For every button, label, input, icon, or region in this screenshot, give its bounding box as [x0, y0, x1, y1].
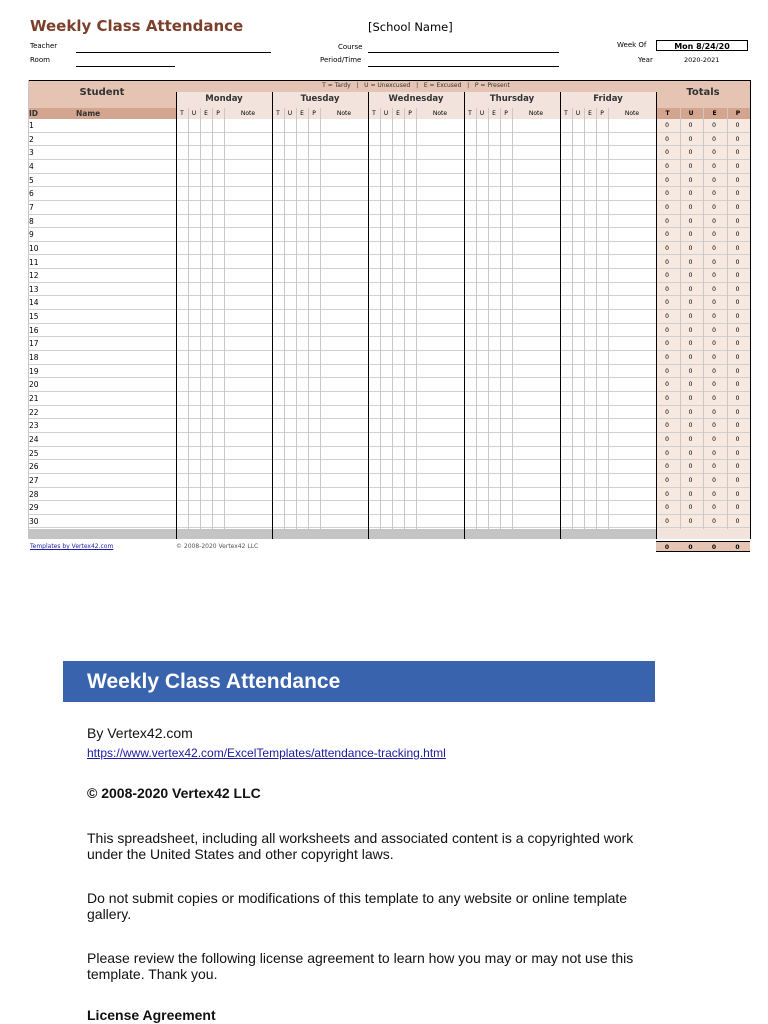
row-total-t: 0 — [665, 176, 669, 184]
row-id: 25 — [29, 448, 39, 458]
table-row[interactable] — [28, 133, 750, 147]
id-name-header — [28, 108, 176, 119]
row-total-t: 0 — [665, 367, 669, 375]
row-total-p: 0 — [735, 135, 740, 143]
row-total-u: 0 — [688, 244, 693, 252]
day-label: Friday — [593, 94, 623, 104]
day-label: Tuesday — [300, 94, 340, 104]
table-row[interactable] — [28, 269, 750, 283]
subcol-p: P — [212, 108, 224, 119]
row-total-e: 0 — [712, 190, 716, 198]
subcol-e: E — [200, 108, 212, 119]
grid-vline — [176, 92, 177, 539]
row-total-p: 0 — [735, 449, 740, 457]
grid-vline — [404, 108, 405, 529]
row-id: 24 — [29, 434, 39, 444]
grid-vline — [416, 108, 417, 529]
row-total-t: 0 — [665, 395, 669, 402]
subcol-t: T — [272, 108, 284, 119]
table-row[interactable] — [28, 119, 750, 133]
subcol-t: T — [368, 108, 380, 119]
row-id: 4 — [29, 161, 34, 171]
subcol-e: E — [392, 108, 404, 119]
row-total-u: 0 — [688, 449, 693, 457]
row-total-e: 0 — [712, 258, 716, 266]
row-total-t: 0 — [665, 449, 669, 457]
row-total-p: 0 — [735, 422, 740, 430]
row-total-e: 0 — [712, 176, 716, 184]
row-id: 6 — [29, 189, 34, 199]
total-col-e: E — [712, 110, 717, 117]
period-label: Period/Time — [320, 56, 362, 64]
row-total-e: 0 — [712, 135, 716, 143]
grid-vline — [284, 108, 285, 529]
subcol-u: U — [380, 108, 392, 119]
row-id: 2 — [29, 134, 34, 144]
grid-vline — [596, 108, 597, 529]
row-id: 8 — [29, 216, 34, 226]
subcol-e: E — [488, 108, 500, 119]
row-total-e: 0 — [712, 408, 716, 416]
day-label: Wednesday — [388, 94, 444, 104]
row-total-p: 0 — [735, 313, 740, 321]
school-name[interactable]: [School Name] — [368, 20, 453, 34]
row-total-e: 0 — [712, 313, 716, 321]
table-row[interactable] — [28, 296, 750, 310]
row-total-u: 0 — [688, 476, 693, 484]
row-total-p: 0 — [735, 435, 740, 443]
teacher-label: Teacher — [30, 42, 58, 50]
row-id: 7 — [29, 202, 34, 212]
grid-bottom-row — [28, 529, 656, 539]
row-id: 20 — [29, 380, 39, 390]
template-url-link[interactable]: https://www.vertex42.com/ExcelTemplates/attendance-tracking.html — [87, 746, 446, 760]
table-row[interactable] — [28, 351, 750, 365]
row-id: 26 — [29, 462, 39, 472]
row-id: 12 — [29, 271, 39, 281]
grid-vline — [680, 108, 681, 529]
row-total-t: 0 — [665, 272, 669, 280]
row-id: 19 — [29, 366, 39, 376]
table-row[interactable] — [28, 433, 750, 447]
grid-vline — [560, 92, 561, 539]
row-total-t: 0 — [665, 203, 669, 211]
row-total-p: 0 — [735, 203, 740, 211]
grid-vline — [500, 108, 501, 529]
row-total-e: 0 — [712, 244, 716, 252]
row-total-p: 0 — [735, 176, 740, 184]
row-total-t: 0 — [665, 517, 669, 525]
row-total-e: 0 — [712, 203, 716, 211]
row-total-e: 0 — [712, 490, 716, 498]
table-row[interactable] — [28, 460, 750, 474]
subcol-e: E — [584, 108, 596, 119]
row-total-e: 0 — [712, 285, 716, 293]
grid-vline — [572, 108, 573, 529]
row-total-t: 0 — [665, 135, 669, 143]
row-total-p: 0 — [735, 354, 740, 362]
grand-total-e: 0 — [711, 544, 717, 551]
table-row[interactable] — [28, 228, 750, 242]
row-total-t: 0 — [665, 408, 669, 416]
year-value[interactable]: 2020-2021 — [684, 56, 720, 64]
subcol-u: U — [284, 108, 296, 119]
info-paragraph-2: Do not submit copies or modifications of this template to any website or online template gallery. — [87, 890, 628, 922]
row-total-u: 0 — [688, 395, 693, 402]
row-total-e: 0 — [712, 422, 716, 430]
row-total-t: 0 — [665, 504, 669, 512]
by-line: By Vertex42.com — [87, 725, 193, 741]
row-total-e: 0 — [712, 367, 716, 375]
table-row[interactable] — [28, 488, 750, 502]
row-id: 29 — [29, 503, 39, 513]
row-total-u: 0 — [688, 299, 693, 307]
name-header: Name — [76, 109, 101, 118]
row-total-e: 0 — [712, 162, 716, 170]
subcol-note: Note — [320, 108, 368, 119]
row-total-t: 0 — [665, 122, 669, 129]
row-total-u: 0 — [688, 162, 693, 170]
grid-vline — [727, 108, 728, 529]
subcol-u: U — [476, 108, 488, 119]
sheet-title: Weekly Class Attendance — [30, 17, 244, 35]
row-total-p: 0 — [735, 381, 740, 389]
table-row[interactable] — [28, 174, 750, 188]
row-total-p: 0 — [735, 504, 740, 512]
row-id: 5 — [29, 175, 34, 185]
course-label: Course — [338, 43, 363, 51]
row-total-u: 0 — [688, 354, 693, 362]
grid-vline — [392, 108, 393, 529]
subcol-note: Note — [416, 108, 464, 119]
grid-vline — [703, 108, 704, 529]
row-total-e: 0 — [712, 231, 716, 239]
row-total-t: 0 — [665, 490, 669, 498]
day-header-monday — [176, 92, 272, 108]
day-label: Thursday — [489, 94, 535, 104]
row-total-t: 0 — [665, 326, 669, 334]
grid-vline — [28, 80, 29, 539]
row-total-u: 0 — [688, 217, 693, 225]
row-id: 18 — [29, 353, 39, 363]
course-field[interactable] — [368, 52, 559, 53]
table-row[interactable] — [28, 283, 750, 297]
grid-vline — [512, 108, 513, 529]
row-total-p: 0 — [735, 162, 740, 170]
row-total-p: 0 — [735, 326, 740, 334]
room-field[interactable] — [76, 66, 175, 67]
row-total-u: 0 — [688, 340, 693, 348]
subcol-note: Note — [224, 108, 272, 119]
row-total-t: 0 — [665, 313, 669, 321]
row-divider — [28, 527, 750, 528]
row-total-u: 0 — [688, 504, 693, 512]
legend-bar — [176, 81, 656, 92]
row-total-e: 0 — [712, 449, 716, 457]
row-id: 3 — [29, 148, 34, 158]
row-total-p: 0 — [735, 517, 740, 525]
row-total-u: 0 — [688, 149, 693, 157]
attendance-grid — [28, 80, 750, 553]
row-total-t: 0 — [665, 340, 669, 348]
table-row[interactable] — [28, 242, 750, 256]
table-row[interactable] — [28, 201, 750, 215]
day-header-thursday — [464, 92, 560, 108]
row-total-u: 0 — [688, 190, 693, 198]
row-total-e: 0 — [712, 122, 716, 129]
row-id: 1 — [29, 121, 34, 130]
subcol-t: T — [176, 108, 188, 119]
subcol-p: P — [596, 108, 608, 119]
grid-vline — [584, 108, 585, 529]
year-label: Year — [638, 56, 653, 64]
table-row[interactable] — [28, 474, 750, 488]
row-total-p: 0 — [735, 490, 740, 498]
row-id: 9 — [29, 230, 34, 240]
row-total-u: 0 — [688, 272, 693, 280]
table-row[interactable] — [28, 310, 750, 324]
row-total-p: 0 — [735, 190, 740, 198]
row-total-u: 0 — [688, 381, 693, 389]
total-col-t: T — [665, 110, 670, 117]
row-total-t: 0 — [665, 463, 669, 471]
info-paragraph-3: Please review the following license agreement to learn how you may or may not use this template. Thank you. — [87, 950, 634, 982]
row-id: 22 — [29, 407, 39, 417]
row-total-p: 0 — [735, 476, 740, 484]
row-total-t: 0 — [665, 149, 669, 157]
row-total-p: 0 — [735, 258, 740, 266]
row-id: 13 — [29, 284, 39, 294]
grid-vline — [224, 108, 225, 529]
row-id: 15 — [29, 312, 39, 322]
subcol-p: P — [404, 108, 416, 119]
grid-vline — [380, 108, 381, 529]
day-label: Monday — [205, 94, 243, 104]
grid-vline — [476, 108, 477, 529]
table-row[interactable] — [28, 419, 750, 433]
row-total-p: 0 — [735, 367, 740, 375]
row-total-e: 0 — [712, 476, 716, 484]
table-row[interactable] — [28, 406, 750, 420]
row-total-u: 0 — [688, 258, 693, 266]
row-total-p: 0 — [735, 285, 740, 293]
table-row[interactable] — [28, 146, 750, 160]
row-total-p: 0 — [735, 395, 740, 402]
grid-vline — [750, 80, 751, 539]
grid-vline — [212, 108, 213, 529]
row-total-t: 0 — [665, 422, 669, 430]
row-id: 10 — [29, 243, 39, 253]
row-total-t: 0 — [665, 244, 669, 252]
row-total-t: 0 — [665, 354, 669, 362]
row-total-e: 0 — [712, 504, 716, 512]
row-total-p: 0 — [735, 299, 740, 307]
row-id: 16 — [29, 325, 39, 335]
subcol-p: P — [500, 108, 512, 119]
grid-vline — [188, 108, 189, 529]
license-heading: License Agreement — [87, 1007, 216, 1023]
table-row[interactable] — [28, 337, 750, 351]
row-total-e: 0 — [712, 517, 716, 525]
row-total-u: 0 — [688, 517, 693, 525]
week-of-value[interactable]: Mon 8/24/20 — [656, 40, 748, 51]
row-total-u: 0 — [688, 135, 693, 143]
day-header-friday — [560, 92, 656, 108]
grid-vline — [608, 108, 609, 529]
table-row[interactable] — [28, 187, 750, 201]
student-header-label: Student — [79, 87, 125, 98]
row-total-e: 0 — [712, 326, 716, 334]
total-col-p: P — [735, 110, 741, 117]
table-row[interactable] — [28, 365, 750, 379]
row-total-t: 0 — [665, 217, 669, 225]
row-id: 30 — [29, 516, 39, 526]
row-id: 27 — [29, 475, 39, 485]
week-of-label: Week Of — [617, 41, 647, 49]
grand-totals-row — [656, 541, 750, 552]
row-total-p: 0 — [735, 244, 740, 252]
row-id: 17 — [29, 339, 39, 349]
row-total-t: 0 — [665, 231, 669, 239]
row-total-u: 0 — [688, 231, 693, 239]
table-row[interactable] — [28, 447, 750, 461]
room-label: Room — [30, 56, 50, 64]
footer-copyright: © 2008-2020 Vertex42 LLC — [176, 543, 259, 550]
row-total-u: 0 — [688, 435, 693, 443]
row-total-e: 0 — [712, 149, 716, 157]
row-total-t: 0 — [665, 476, 669, 484]
grid-vline — [200, 108, 201, 529]
row-total-t: 0 — [665, 285, 669, 293]
row-total-e: 0 — [712, 299, 716, 307]
row-id: 14 — [29, 298, 39, 308]
row-total-t: 0 — [665, 299, 669, 307]
id-header: ID — [29, 109, 39, 118]
grid-vline — [296, 108, 297, 529]
day-header-tuesday — [272, 92, 368, 108]
row-total-t: 0 — [665, 258, 669, 266]
row-total-u: 0 — [688, 313, 693, 321]
row-total-e: 0 — [712, 395, 716, 402]
row-id: 28 — [29, 489, 39, 499]
row-total-p: 0 — [735, 340, 740, 348]
subcol-t: T — [464, 108, 476, 119]
grid-vline — [272, 92, 273, 539]
info-banner: Weekly Class Attendance — [63, 661, 655, 702]
grid-vline — [488, 108, 489, 529]
totals-header — [656, 81, 750, 108]
row-total-e: 0 — [712, 463, 716, 471]
subcol-p: P — [308, 108, 320, 119]
row-total-e: 0 — [712, 435, 716, 443]
row-total-u: 0 — [688, 408, 693, 416]
row-total-u: 0 — [688, 367, 693, 375]
table-row[interactable] — [28, 215, 750, 229]
subcol-note: Note — [608, 108, 656, 119]
table-row[interactable] — [28, 392, 750, 406]
teacher-field[interactable] — [76, 52, 271, 53]
info-paragraph-1: This spreadsheet, including all worksheets and associated content is a copyrighted work under the United States and other copyright laws. — [87, 830, 634, 862]
row-total-p: 0 — [735, 408, 740, 416]
grid-vline — [368, 92, 369, 539]
row-total-p: 0 — [735, 217, 740, 225]
row-total-p: 0 — [735, 463, 740, 471]
row-total-t: 0 — [665, 381, 669, 389]
row-total-u: 0 — [688, 122, 693, 129]
subcol-e: E — [296, 108, 308, 119]
row-total-t: 0 — [665, 435, 669, 443]
grand-total-u: 0 — [688, 544, 693, 551]
table-row[interactable] — [28, 324, 750, 338]
day-header-wednesday — [368, 92, 464, 108]
row-id: 23 — [29, 421, 39, 431]
table-row[interactable] — [28, 515, 750, 529]
student-header — [28, 81, 176, 108]
row-total-e: 0 — [712, 217, 716, 225]
subcol-u: U — [572, 108, 584, 119]
row-total-u: 0 — [688, 463, 693, 471]
grid-vline — [308, 108, 309, 529]
table-row[interactable] — [28, 378, 750, 392]
row-total-t: 0 — [665, 162, 669, 170]
legend-text: T = Tardy | U = Unexcused | E = Excused | P = Present — [322, 82, 510, 89]
row-total-e: 0 — [712, 381, 716, 389]
row-id: 11 — [29, 257, 39, 267]
period-field[interactable] — [368, 66, 559, 67]
grand-total-p: 0 — [735, 544, 740, 551]
subcol-t: T — [560, 108, 572, 119]
row-total-u: 0 — [688, 203, 693, 211]
subcol-u: U — [188, 108, 200, 119]
table-row[interactable] — [28, 160, 750, 174]
row-total-p: 0 — [735, 149, 740, 157]
row-total-p: 0 — [735, 122, 740, 129]
footer-vertex42-link[interactable]: Templates by Vertex42.com — [30, 543, 114, 550]
row-total-p: 0 — [735, 231, 740, 239]
row-total-u: 0 — [688, 490, 693, 498]
row-total-u: 0 — [688, 422, 693, 430]
row-total-t: 0 — [665, 190, 669, 198]
grid-vline — [320, 108, 321, 529]
row-total-e: 0 — [712, 354, 716, 362]
row-total-u: 0 — [688, 326, 693, 334]
total-col-u: U — [688, 110, 694, 117]
totals-spacer — [656, 529, 750, 539]
table-row[interactable] — [28, 501, 750, 515]
row-id: 21 — [29, 394, 39, 403]
row-total-e: 0 — [712, 340, 716, 348]
row-total-u: 0 — [688, 285, 693, 293]
info-copyright: © 2008-2020 Vertex42 LLC — [87, 785, 261, 801]
grid-vline — [656, 92, 657, 539]
row-total-e: 0 — [712, 272, 716, 280]
totals-header-label: Totals — [686, 87, 720, 98]
subcol-note: Note — [512, 108, 560, 119]
row-total-u: 0 — [688, 176, 693, 184]
grand-total-t: 0 — [664, 544, 670, 551]
table-row[interactable] — [28, 256, 750, 270]
grid-vline — [464, 92, 465, 539]
row-total-p: 0 — [735, 272, 740, 280]
